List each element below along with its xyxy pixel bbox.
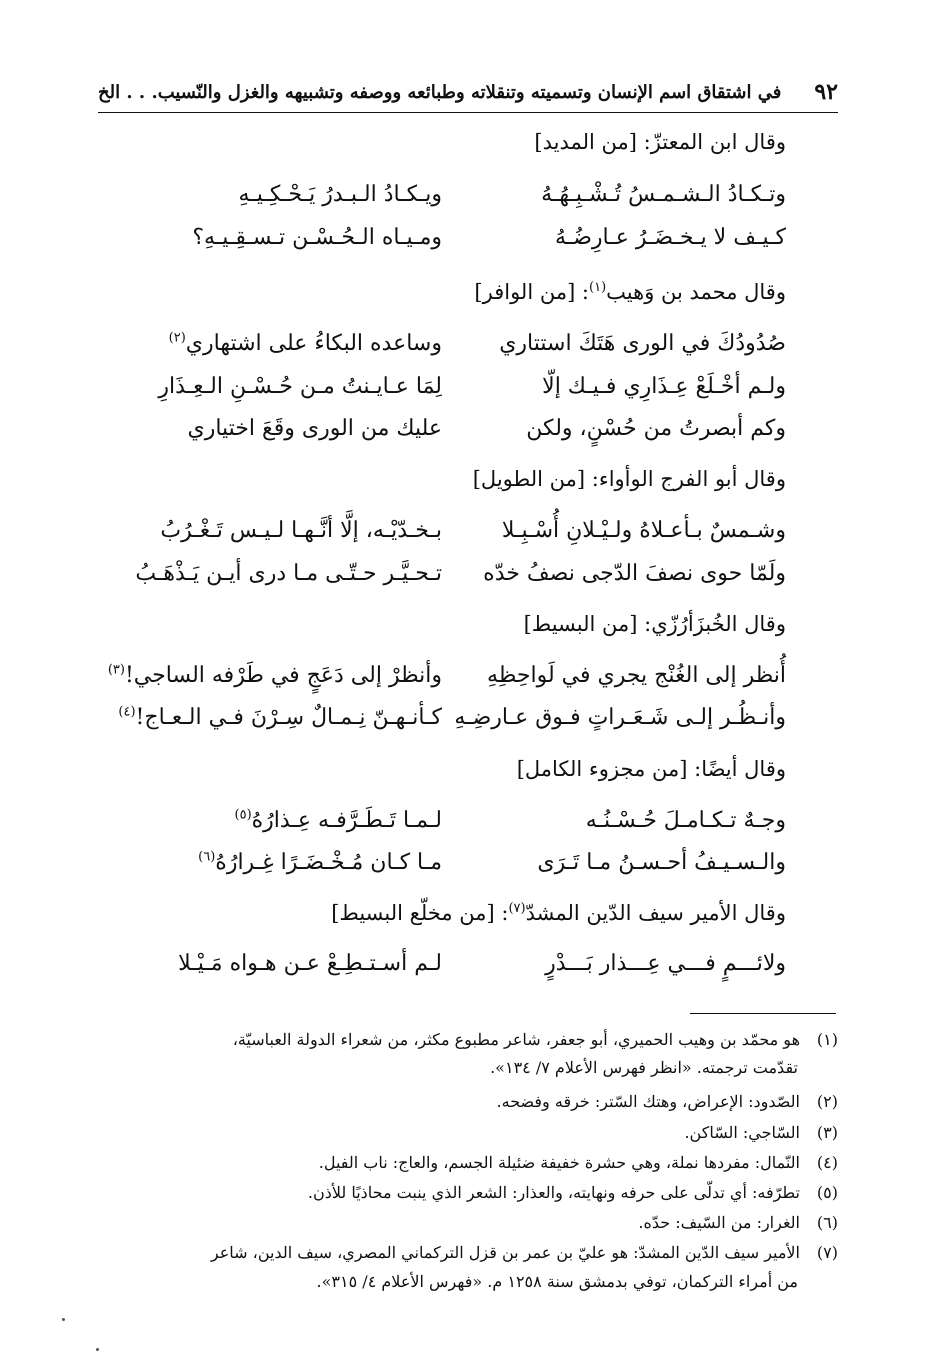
- verse-second-hemistich: ومـيـاه الـحُـسْـن تـسـقِـيـهِ؟: [192, 225, 442, 250]
- verse-first-hemistich: أُنظر إلى الغُنْج يجري في لَواحِظِهِ: [487, 663, 786, 688]
- running-title: في اشتقاق اسم الإنسان وتسميته وتنقلاته وطبائعه ووصفه وتشبيهه والغزل والنّسيب. . . الخ: [98, 81, 782, 103]
- verse-first-hemistich: ولـم أخْـلَعْ عِـذَارِي فـيـك إلّا: [542, 374, 786, 399]
- verse-first-hemistich: وجـهٌ تـكـامـلَ حُـسْـنُـه: [585, 808, 786, 833]
- verse-second-hemistich: بـخـدّيْـه، إلَّا أنَّـهـا لـيـس تَـغْـرُبُ: [160, 518, 442, 543]
- running-header: [98, 72, 838, 113]
- footnote-number: (٥): [816, 1183, 838, 1202]
- footnote-4: (٤)النّمال: مفردها نملة، وهي حشرة خفيفة ضئيلة الجسم، والعاج: ناب الفيل.: [318, 1153, 838, 1172]
- footnote-marker: (٢): [168, 330, 186, 346]
- verse-second-hemistich: ويـكـادُ الـبـدرُ يَـحْـكِـيـهِ: [238, 182, 442, 207]
- poem-intro: وقال أيضًا: [من مجزوء الكامل]: [516, 757, 786, 781]
- scan-speck: [62, 1318, 65, 1321]
- verse-second-hemistich: وأنظرْ إلى دَعَجٍ في طَرْفه الساجي!$^{(٣)}$: [107, 662, 442, 688]
- footnote-1: (١)هو محمّد بن وهيب الحميري، أبو جعفر، شاعر مطبوع مكثر، من شعراء الدولة العباسيّة،: [232, 1030, 838, 1049]
- poem-intro: وقال أبو الفرج الوأواء: [من الطويل]: [472, 467, 786, 491]
- verse-first-hemistich: وشـمسٌ بـأعـلاهُ ولـيْـلانِ أُسْـبِـلا: [501, 518, 786, 543]
- page-number: ٩٢: [814, 79, 838, 105]
- verse-second-hemistich: مـا كـان مُـخْـضَـرًا غِـرارُهُ$^{(٦)}$: [198, 849, 442, 875]
- footnote-marker: (٤): [118, 704, 136, 720]
- footnote-1-continuation: تقدّمت ترجمته. «انظر فهرس الأعلام ٧/ ١٣٤».: [490, 1058, 798, 1077]
- scan-speck: [96, 1348, 99, 1351]
- footnote-number: (٣): [816, 1123, 838, 1142]
- footnote-marker: (٧): [508, 901, 526, 916]
- footnote-marker: (٣): [107, 662, 125, 678]
- footnote-separator: [690, 1013, 836, 1014]
- verse-first-hemistich: وأنـظُـر إلـى شَـعَـراتٍ فـوق عـارضِـهِ: [454, 705, 786, 730]
- verse-first-hemistich: وتـكـادُ الـشـمـسُ تُـشْـبِـهُـهُ: [541, 182, 786, 207]
- verse-second-hemistich: لِمَا عـايـنتُ مـن حُـسْـنِ الـعِـذَارِ: [158, 374, 442, 399]
- poem-intro: وقال الخُبزَأرُزّي: [من البسيط]: [523, 612, 786, 636]
- footnote-7-continuation: من أمراء التركمان، توفي بدمشق سنة ١٢٥٨ م. «فهرس الأعلام ٤/ ٣١٥».: [316, 1272, 798, 1291]
- footnote-number: (١): [816, 1030, 838, 1049]
- verse-first-hemistich: وكم أبصرتُ من حُسْنٍ، ولكن: [526, 416, 786, 441]
- footnote-number: (٤): [816, 1153, 838, 1172]
- verse-first-hemistich: ولائـــمٍ فـــي عِـــذار بَـــدْرٍ: [545, 951, 786, 976]
- poem-intro: وقال ابن المعتزّ: [من المديد]: [534, 130, 786, 154]
- verse-second-hemistich: وساعده البكاءُ على اشتهاري$^{(٢)}$: [168, 330, 442, 356]
- footnote-2: (٢)الصّدود: الإعراض، وهتك السّتر: خرقه وفضحه.: [496, 1092, 838, 1111]
- verse-second-hemistich: لـمـا تَـطَـرَّفـه عِـذارُهُ$^{(٥)}$: [234, 807, 442, 833]
- verse-second-hemistich: كـأنـهـنّ نِـمـالٌ سِـرْنَ فـي الـعـاج!$^{(٤)}$: [118, 704, 442, 730]
- verse-first-hemistich: والـسـيـفُ أحـسـنُ مـا تَـرَى: [537, 850, 786, 875]
- footnote-3: (٣)السّاجي: السّاكن.: [684, 1123, 838, 1142]
- verse-first-hemistich: صُدُودُكَ في الورى هَتَكَ استتاري: [499, 331, 786, 356]
- footnote-7: (٧)الأمير سيف الدّين المشدّ: هو عليّ بن عمر بن قزل التركماني المصري، سيف الدين، شاعر: [210, 1243, 838, 1262]
- footnote-number: (٧): [816, 1243, 838, 1262]
- footnote-number: (٦): [816, 1213, 838, 1232]
- verse-second-hemistich: عليك من الورى وقَعَ اختياري: [187, 416, 442, 441]
- poem-intro: وقال الأمير سيف الدّين المشدّ$^{(٧)}$: [من مخلّع البسيط]: [331, 901, 786, 925]
- footnote-marker: (٦): [198, 849, 216, 865]
- verse-first-hemistich: كـيـف لا يـخـضَـرُ عـارِضُـهُ: [555, 225, 786, 250]
- footnote-number: (٢): [816, 1092, 838, 1111]
- verse-second-hemistich: لـم أسـتـطِـعْ عـن هـواه مَـيْـلا: [178, 951, 442, 976]
- footnote-5: (٥)تطرّفه: أي تدلّى على حرفه ونهايته، والعذار: الشعر الذي ينبت محاذيًا للأذن.: [307, 1183, 838, 1202]
- footnote-marker: (٥): [234, 807, 252, 823]
- poem-intro: وقال محمد بن وَهيب$^{(١)}$: [من الوافر]: [474, 280, 786, 304]
- footnote-6: (٦)الغرار: من السّيف: حدّه.: [638, 1213, 838, 1232]
- verse-second-hemistich: تـحـيَّـر حـتّـى مـا درى أيـن يَـذْهَـبُ: [135, 561, 442, 586]
- footnote-marker: (١): [589, 280, 607, 295]
- verse-first-hemistich: ولَمّا حوى نصفَ الدّجى نصفُ خدّه: [483, 561, 786, 586]
